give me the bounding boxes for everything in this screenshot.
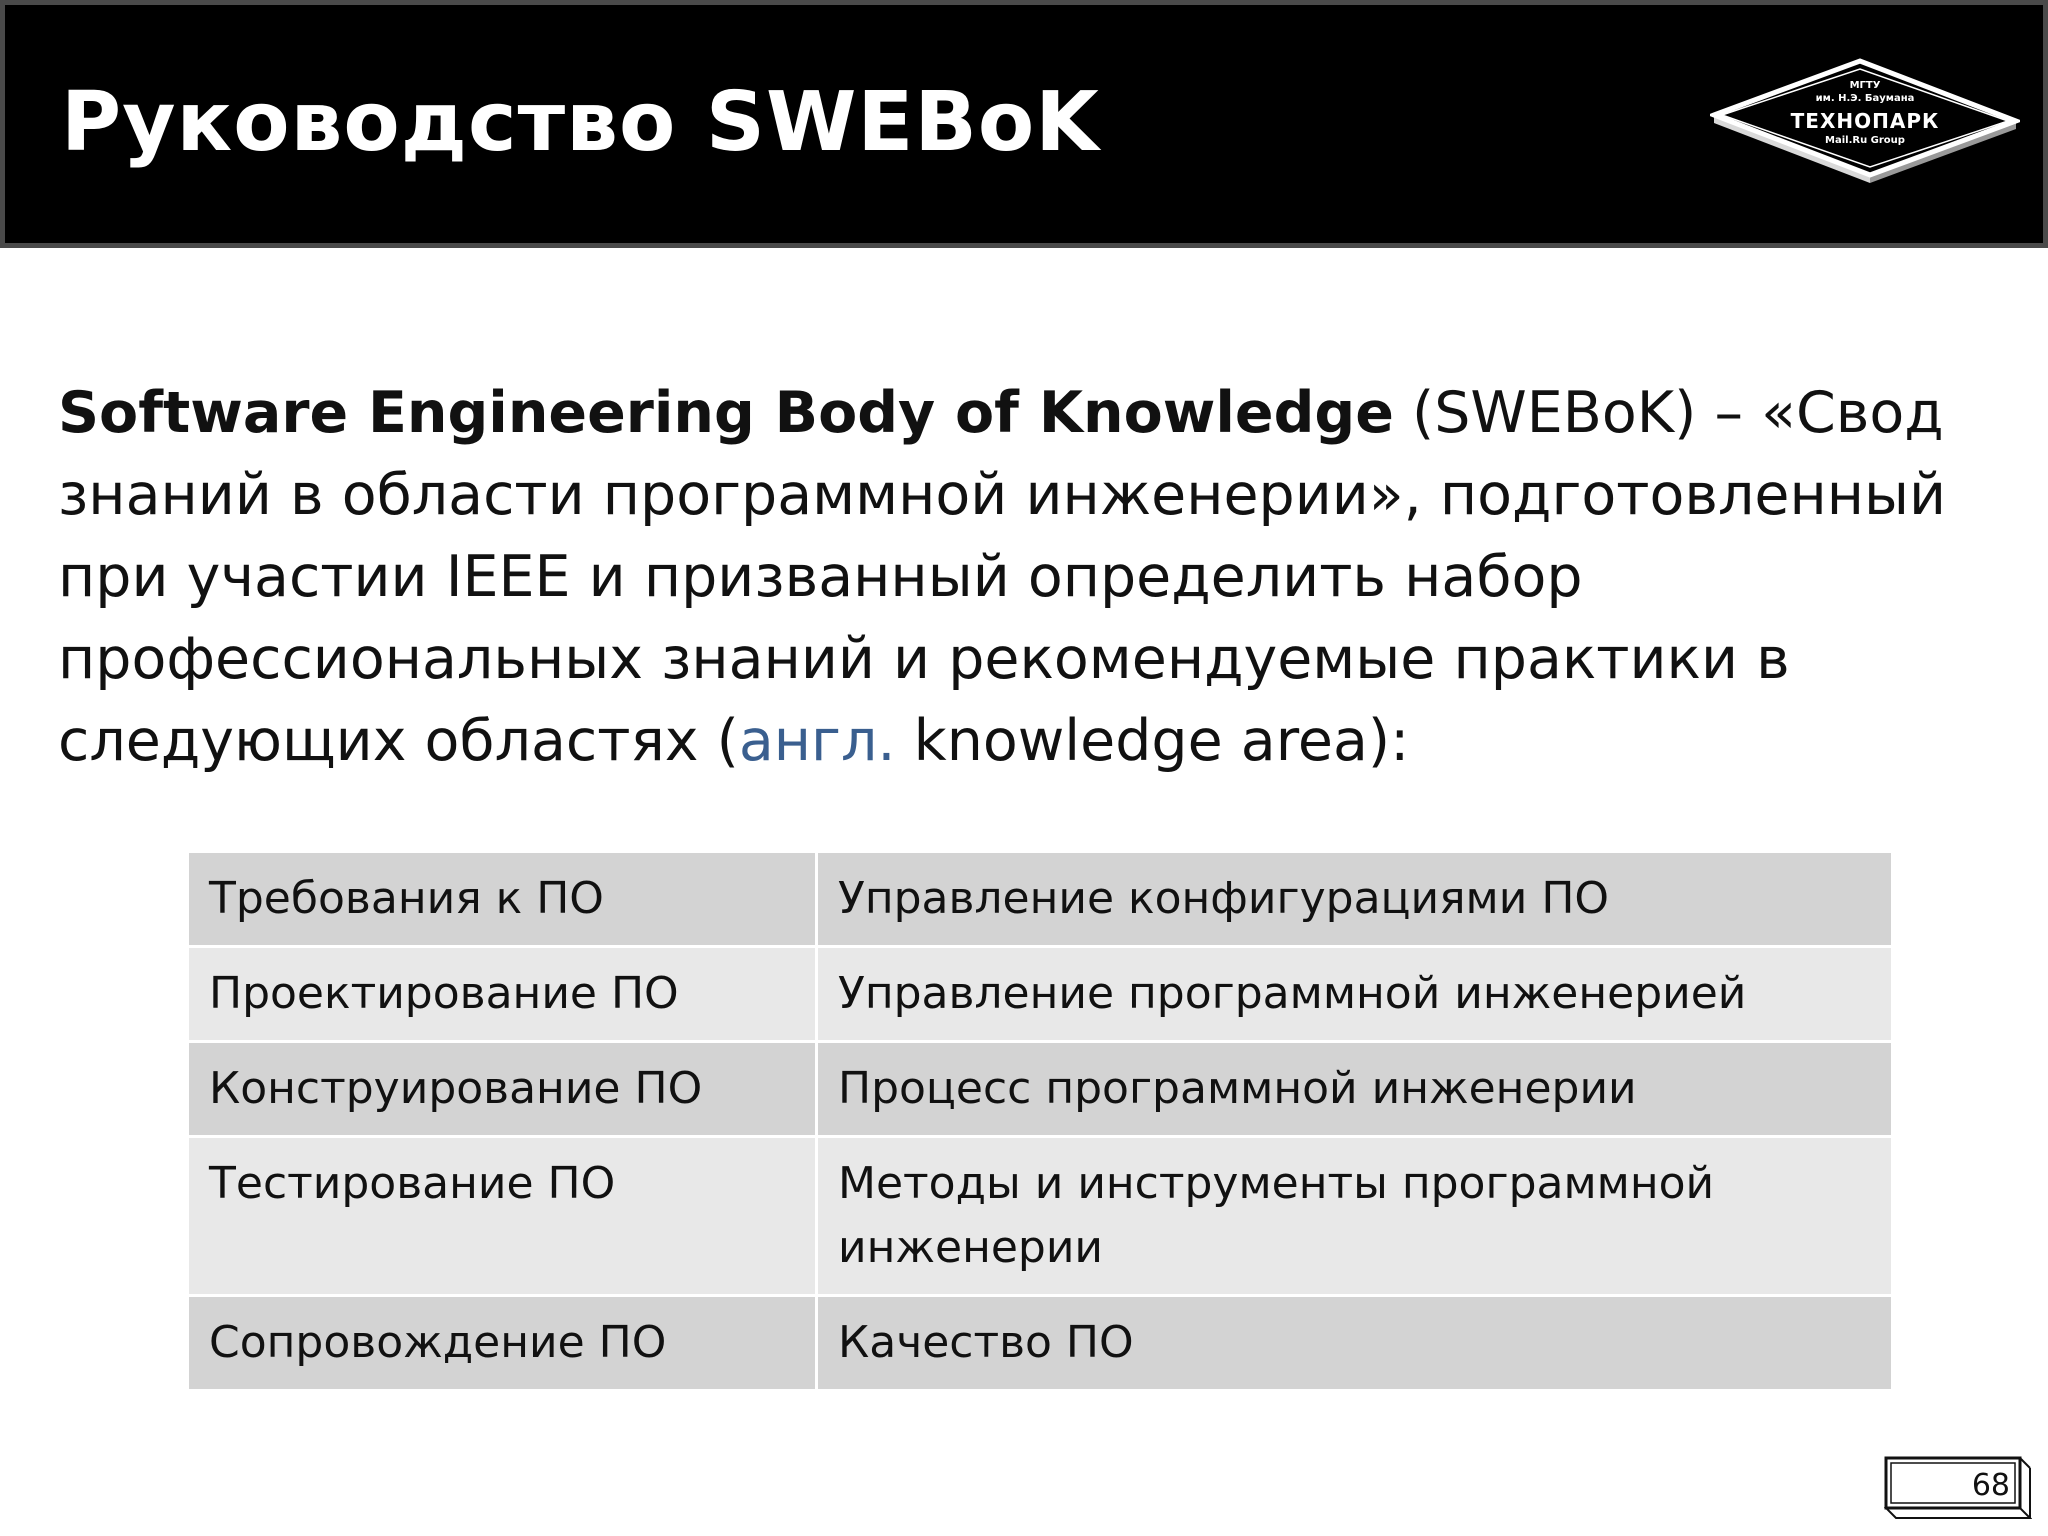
table-cell: Требования к ПО: [188, 852, 817, 947]
table-cell: Управление программной инженерией: [817, 947, 1893, 1042]
english-link[interactable]: англ.: [738, 708, 896, 774]
table-cell: Качество ПО: [817, 1296, 1893, 1391]
table-row: [188, 1137, 1893, 1296]
technopark-logo: [1710, 55, 2020, 205]
table-row: [188, 1042, 1893, 1137]
page-number-badge: [1884, 1456, 2032, 1520]
slide-title: Руководство SWEBoK: [61, 75, 1100, 170]
slide-header: [0, 0, 2048, 248]
intro-text-2: knowledge area):: [895, 708, 1410, 774]
table-row: [188, 852, 1893, 947]
table-cell: Проектирование ПО: [188, 947, 817, 1042]
logo-line-1: МГТУ: [1849, 80, 1881, 91]
logo-line-3: ТЕХНОПАРК: [1790, 109, 1940, 133]
logo-line-2: им. Н.Э. Баумана: [1815, 93, 1915, 104]
table-cell: Сопровождение ПО: [188, 1296, 817, 1391]
table-row: [188, 1296, 1893, 1391]
page-number: 68: [1971, 1468, 2010, 1503]
intro-paragraph: [58, 372, 1988, 782]
intro-term: Software Engineering Body of Knowledge: [58, 380, 1394, 446]
table-cell: Конструирование ПО: [188, 1042, 817, 1137]
table-cell: Методы и инструменты программной инженерии: [817, 1137, 1893, 1296]
intro-text-1: (SWEBoK) – «Свод знаний в области программной инженерии», подготовленный при участии IEEE и призванный определить набор профессиональных знаний и рекомендуемые практики в следующих областях (: [58, 380, 1947, 774]
table-cell: Тестирование ПО: [188, 1137, 817, 1296]
knowledge-areas-table: [186, 850, 1894, 1392]
table-cell: Процесс программной инженерии: [817, 1042, 1893, 1137]
logo-line-4: Mail.Ru Group: [1825, 135, 1905, 146]
table-cell: Управление конфигурациями ПО: [817, 852, 1893, 947]
table-row: [188, 947, 1893, 1042]
